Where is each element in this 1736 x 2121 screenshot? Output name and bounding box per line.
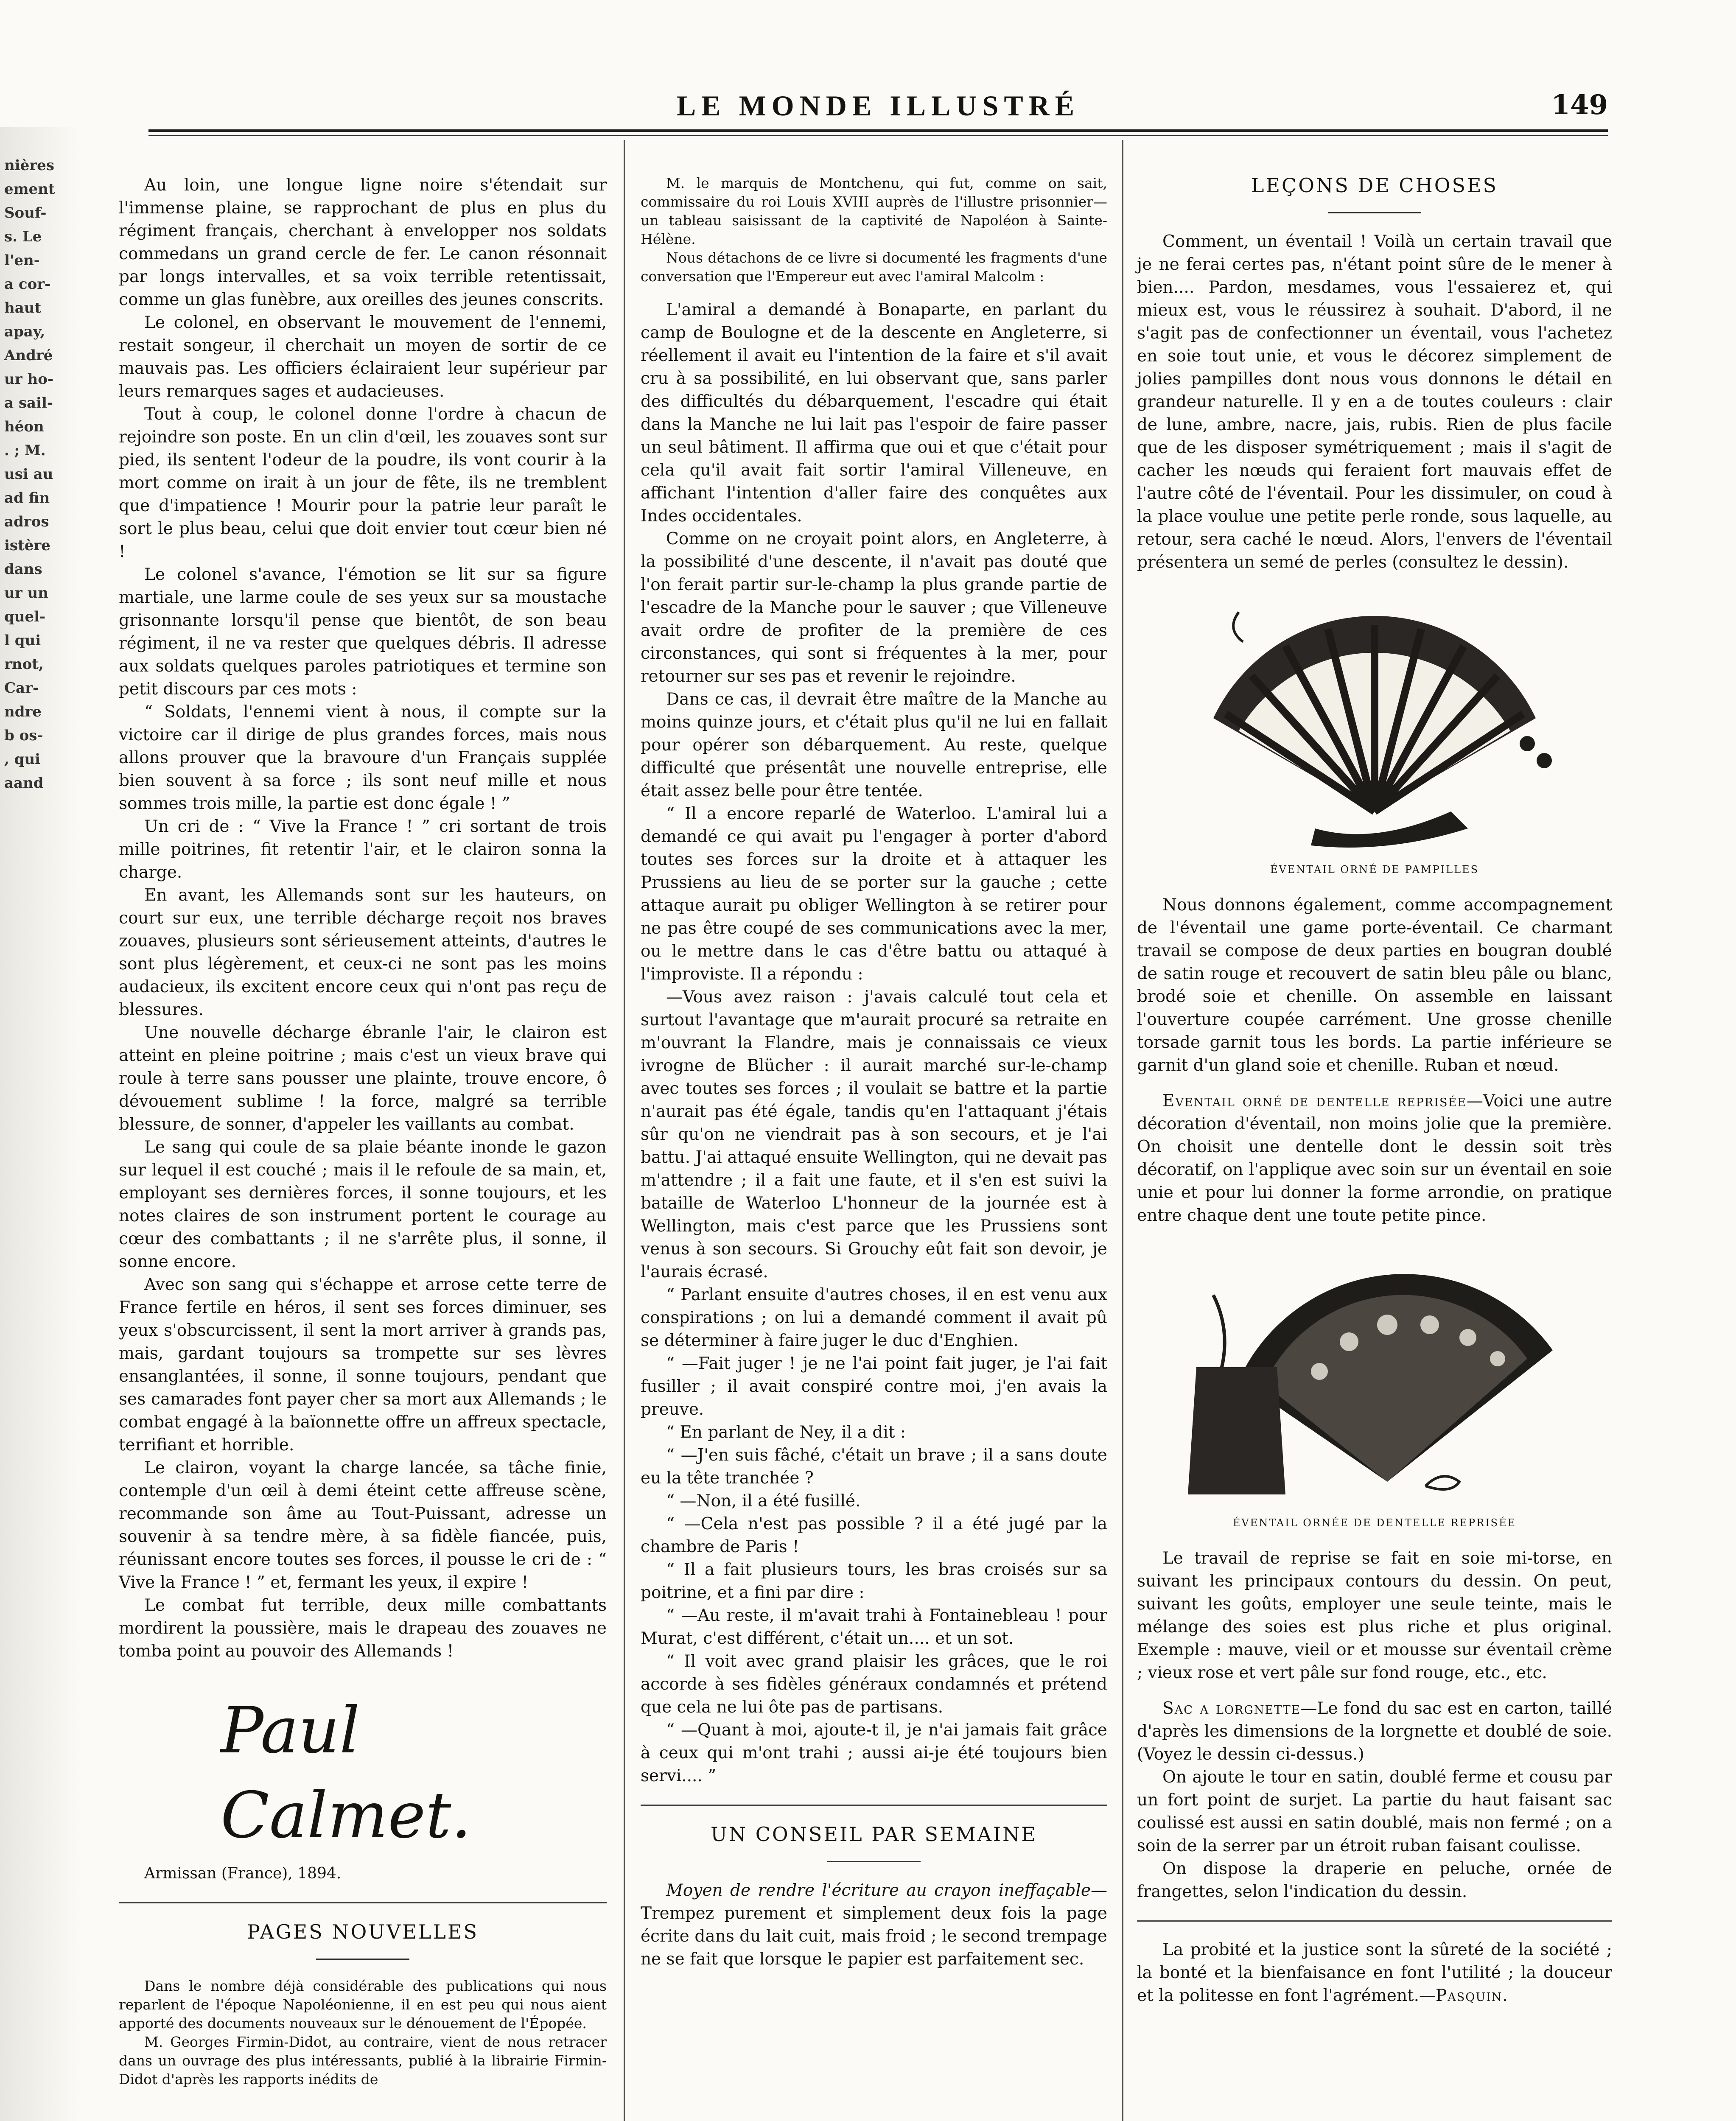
lecons-paragraph-4: Le travail de reprise se fait en soie mi-torse, en suivant les principaux contours du dessin. On peut, suivant les goûts, employer une seule teinte, mais le mélange des soies est plus riche et plus original. Exemple : mauve, vieil or et mousse sur éventail crème ; vieux rose et vert pâle sur fond rouge, etc., etc. bbox=[1137, 1549, 1612, 1682]
paragraph: “ Il voit avec grand plaisir les grâces, que le roi accorde à ses fidèles généraux condamnés et prétend que cela ne lui ôte pas de partisans. bbox=[641, 1652, 1107, 1717]
paragraph: M. Georges Firmin-Didot, au contraire, vient de nous retracer dans un ouvrage des plus intéressants, publié à la librairie Firmin-Didot d'après les rapports inédits de bbox=[119, 2034, 607, 2087]
margin-fragment: . ; M. bbox=[4, 442, 46, 459]
paragraph: “ —J'en suis fâché, c'était un brave ; il a sans doute eu la tête tranchée ? bbox=[641, 1446, 1107, 1488]
short-rule bbox=[1328, 212, 1421, 213]
section-title-lecons: LEÇONS DE CHOSES bbox=[1251, 174, 1498, 197]
paragraph: —Vous avez raison : j'avais calculé tout cela et surtout l'avantage que m'aurait procuré sa retraite en m'ouvrant la Flandre, mais je connaissais ce vieux ivrogne de Blücher : il aurait marché sur-le-champ avec toutes ses forces ; il voulait se battre et la partie n'aurait pas été égale, tandis qu'en l'attaquant j'étais sûr qu'on ne viendrait pas à son secours, et je l'ai battu. J'ai attaqué ensuite Wellington, qui ne devait pas m'attendre ; il a fait une faute, et il s'en est suivi la bataille de Waterloo L'honneur de la journée est à Wellington, mais c'est parce que les Prussiens sont venus à son secours. Si Grouchy eût fait son devoir, je l'aurais écrasé. bbox=[641, 988, 1107, 1282]
short-rule bbox=[316, 1959, 409, 1960]
margin-fragment: , qui bbox=[4, 751, 41, 768]
left-margin-strip bbox=[0, 127, 81, 2121]
figure-fan-pampilles bbox=[1137, 591, 1612, 881]
lecons-paragraph-3: Eventail orné de dentelle reprisée—Voici une autre décoration d'éventail, non moins jolie que la première. On choisit une dentelle dont le dessin soit très décoratif, on l'applique avec soin sur un éventail en soie unie et pour lui donner la forme arrondie, on pratique entre chaque dent une toute petite pince. bbox=[1137, 1091, 1612, 1225]
margin-fragment: a cor- bbox=[4, 276, 51, 293]
column-1 bbox=[119, 174, 607, 2089]
paragraph: Le combat fut terrible, deux mille combattants mordirent la poussière, mais le drapeau des zouaves ne tomba point au pouvoir des Allemands ! bbox=[119, 1596, 607, 1661]
conseil-text: Moyen de rendre l'écriture au crayon ineffaçable—Trempez purement et simplement deux fois la page écrite dans du lait cuit, mais froid ; le second trempage ne se fait que lorsque le papier est parfaitement sec. bbox=[641, 1881, 1107, 1969]
column-rule-right bbox=[1122, 140, 1123, 2121]
margin-fragment: quel- bbox=[4, 608, 46, 625]
margin-fragment: héon bbox=[4, 418, 44, 435]
figure-caption-2: ÉVENTAIL ORNÉE DE DENTELLE REPRISÉE bbox=[1232, 1517, 1517, 1529]
margin-fragment: adros bbox=[4, 513, 49, 530]
section-rule bbox=[641, 1805, 1107, 1806]
lecons-paragraph-7: On dispose la draperie en peluche, ornée de frangettes, selon l'indication du dessin. bbox=[1137, 1859, 1612, 1901]
paragraph: “ Il a encore reparlé de Waterloo. L'amiral lui a demandé ce qui avait pu l'engager à porter d'abord toutes ses forces sur la droite et à attaquer les Prussiens au lieu de se porter sur la gauche ; cette attaque aurait pu obliger Wellington à se retirer pour ne pas être coupé de ses communications avec la mer, ou le mettre dans le cas d'être battu ou attaqué à l'improviste. Il a répondu : bbox=[641, 804, 1107, 984]
paragraph: Le clairon, voyant la charge lancée, sa tâche finie, contemple d'un œil à demi éteint cette affreuse scène, recommande son âme au Tout-Puissant, adresse un souvenir à sa tendre mère, à sa fidèle fiancée, puis, réunissant encore toutes ses forces, il pousse le cri de : “ Vive la France ! ” et, fermant les yeux, il expire ! bbox=[119, 1458, 607, 1592]
paragraph: “ Soldats, l'ennemi vient à nous, il compte sur la victoire car il dirige de plus grandes forces, mais nous allons prouver que la bravoure d'un Français supplée bien souvent à sa force ; ils sont neuf mille et nous sommes trois mille, la partie est donc égale ! ” bbox=[119, 702, 607, 813]
masthead: LE MONDE ILLUSTRÉ bbox=[676, 90, 1080, 122]
margin-fragment: l qui bbox=[4, 632, 41, 649]
section-title-conseil: UN CONSEIL PAR SEMAINE bbox=[711, 1823, 1037, 1846]
paragraph: “ Parlant ensuite d'autres choses, il en est venu aux conspirations ; on lui a demandé comment il avait pû se déterminer à faire juger le duc d'Enghien. bbox=[641, 1285, 1107, 1350]
lecons-paragraph-1: Comment, un éventail ! Voilà un certain travail que je ne ferai certes pas, n'étant point sûre de le mener à bien.... Pardon, mesdames, vous l'essaierez et, qui mieux est, vous le réussirez à souhait. D'abord, il ne s'agit pas de confectionner un éventail, vous l'achetez en soie tout unie, et vous le décorez simplement de jolies pampilles dont nous vous donnons le détail en grandeur naturelle. Il y en a de toutes couleurs : clair de lune, ambre, nacre, jais, rubis. Rien de plus facile que de les disposer symétriquement ; mais il s'agit de cacher les nœuds qui feraient fort mauvais effet de l'autre côté de l'éventail. Pour les dissimuler, on coud à la place voulue une petite perle ronde, sous laquelle, au retour, sera caché le nœud. Alors, l'envers de l'éventail présentera un semé de perles (consultez le dessin). bbox=[1137, 232, 1612, 572]
margin-fragment: aand bbox=[4, 775, 44, 792]
paragraph: “ —Quant à moi, ajoute-t il, je n'ai jamais fait grâce à ceux qui m'ont trahi ; aussi ai-je été toujours bien servi.... ” bbox=[641, 1721, 1107, 1785]
paragraph: Le colonel s'avance, l'émotion se lit sur sa figure martiale, une larme coule de ses yeux sur sa moustache grisonnante lorsqu'il pense que bientôt, de son beau régiment, il ne va rester que quelques débris. Il adresse aux soldats quelques paroles patriotiques et termine son petit discours par ces mots : bbox=[119, 565, 607, 699]
figure-fan-dentelle bbox=[1137, 1244, 1612, 1534]
intro-paragraphs bbox=[641, 174, 1107, 286]
margin-fragment: ur un bbox=[4, 585, 48, 602]
paragraph: “ —Fait juger ! je ne l'ai point fait juger, je l'ai fait fusiller ; il avait conspiré contre moi, j'en avais la preuve. bbox=[641, 1354, 1107, 1419]
margin-fragment: b os- bbox=[4, 727, 43, 744]
margin-fragment: ement bbox=[4, 181, 55, 198]
paragraph: “ Il a fait plusieurs tours, les bras croisés sur sa poitrine, et a fini par dire : bbox=[641, 1560, 1107, 1602]
margin-fragment: ndre bbox=[4, 703, 42, 720]
paragraph: En avant, les Allemands sont sur les hauteurs, on court sur eux, une terrible décharge reçoit nos braves zouaves, plusieurs sont sérieusement atteints, d'autres le sont plus légèrement, et ceux-ci ne sont pas les moins audacieux, ils excitent encore ceux qui n'ont pas reçu de blessures. bbox=[119, 886, 607, 1019]
short-rule bbox=[827, 1861, 921, 1862]
page-number: 149 bbox=[1551, 89, 1608, 121]
paragraph: “ —Cela n'est pas possible ? il a été jugé par la chambre de Paris ! bbox=[641, 1514, 1107, 1556]
margin-fragment: ad fin bbox=[4, 490, 50, 506]
paragraph: M. le marquis de Montchenu, qui fut, comme on sait, commissaire du roi Louis XVIII auprès de l'illustre prisonnier—un tableau saisissant de la captivité de Napoléon à Sainte-Hélène. bbox=[641, 175, 1107, 247]
figure-caption-1: ÉVENTAIL ORNÉ DE PAMPILLES bbox=[1270, 864, 1479, 876]
pages-paragraphs bbox=[119, 1977, 607, 2089]
margin-fragment: a sail- bbox=[4, 395, 53, 411]
lecons-paragraph-6: On ajoute le tour en satin, doublé ferme et cousu par un fort point de surjet. La partie du haut faisant sac coulissé est aussi en satin doublé, mais non fermé ; on a soin de la serrer par un étroit ruban faisant coulisse. bbox=[1137, 1768, 1612, 1855]
paragraph: Au loin, une longue ligne noire s'étendait sur l'immense plaine, se rapprochant de plus en plus du régiment français, cherchant à envelopper nos soldats commedans un grand cercle de fer. Le canon résonnait par longs intervalles, et sa voix terrible retentissait, comme un glas funèbre, aux oreilles des jeunes conscrits. bbox=[119, 176, 607, 309]
story-paragraphs bbox=[119, 174, 607, 1663]
paragraph: Dans le nombre déjà considérable des publications qui nous reparlent de l'époque Napoléonienne, il en est peu qui nous aient apporté des documents nouveaux sur le dénouement de l'Épopée. bbox=[119, 1978, 607, 2031]
lecons-paragraph-2: Nous donnons également, comme accompagnement de l'éventail une game porte-éventail. Ce charmant travail se compose de deux parties en bougran doublé de satin rouge et recouvert de satin bleu pâle ou blanc, brodé soie et chenille. On assemble en laissant l'ouverture coupée carrément. Une grosse chenille torsade garnit tous les bords. La partie inférieure se garnit d'un gland soie et chenille. Ruban et nœud. bbox=[1137, 895, 1612, 1075]
margin-fragment: istère bbox=[4, 537, 50, 554]
margin-fragment: haut bbox=[4, 299, 42, 316]
margin-fragment: dans bbox=[4, 561, 42, 578]
margin-fragment: André bbox=[4, 347, 53, 364]
paragraph: Nous détachons de ce livre si documenté les fragments d'une conversation que l'Empereur eut avec l'amiral Malcolm : bbox=[641, 249, 1107, 285]
conversation-paragraphs bbox=[641, 299, 1107, 1788]
margin-fragment: l'en- bbox=[4, 252, 40, 269]
paragraph: L'amiral a demandé à Bonaparte, en parlant du camp de Boulogne et de la descente en Angleterre, si réellement il avait eu l'intention de la faire et s'il avait cru à sa possibilité, en lui observant que, sans parler des difficultés du débarquement, l'escadre qui était dans la Manche ne lui lait pas l'espoir de faire passer un seul bâtiment. Il affirma que oui et que c'était pour cela qu'il avait fait sortir l'amiral Villeneuve, en affichant l'intention d'aller faire des conquêtes aux Indes occidentales. bbox=[641, 300, 1107, 526]
run-in-heading-sac: Sac a lorgnette bbox=[1162, 1699, 1301, 1718]
place-date: Armissan (France), 1894. bbox=[144, 1865, 342, 1882]
paragraph: Avec son sang qui s'échappe et arrose cette terre de France fertile en héros, il sent ses forces diminuer, ses yeux s'obscurcissent, il sent la mort arriver à grands pas, mais, gardant toujours sa trompette sur ses lèvres ensanglantées, il sonne, il sonne toujours, pendant que ses camarades font payer cher sa mort aux Allemands ; le combat engagé à la baïonnette offre un affreux spectacle, terrifiant et horrible. bbox=[119, 1275, 607, 1455]
page-header bbox=[148, 89, 1608, 148]
fan-dentelle-illustration bbox=[1188, 1244, 1561, 1507]
run-in-heading-eventail: Eventail orné de dentelle reprisée bbox=[1162, 1091, 1467, 1111]
margin-fragment: Car- bbox=[4, 680, 39, 697]
margin-fragment: usi au bbox=[4, 466, 53, 483]
paragraph: “ —Au reste, il m'avait trahi à Fontainebleau ! pour Murat, c'est différent, c'était un.... et un sot. bbox=[641, 1606, 1107, 1648]
lecons-paragraph-5: Sac a lorgnette—Le fond du sac est en carton, taillé d'après les dimensions de la lorgnette et doublé de soie. (Voyez le dessin ci-dessus.) bbox=[1137, 1699, 1612, 1764]
margin-fragment: rnot, bbox=[4, 656, 44, 673]
paragraph: “ En parlant de Ney, il a dit : bbox=[666, 1423, 906, 1442]
maxim-author: Pasquin. bbox=[1436, 1986, 1509, 2005]
paragraph: Tout à coup, le colonel donne l'ordre à chacun de rejoindre son poste. En un clin d'œil, les zouaves sont sur pied, ils sentent l'odeur de la poudre, ils vont courir à la mort comme on irait à un jour de fête, ils ne tremblent que d'impatience ! Mourir pour la patrie leur paraît le sort le plus beau, celui que doit envier tout cœur bien né ! bbox=[119, 405, 607, 561]
margin-fragment: ur ho- bbox=[4, 371, 53, 388]
paragraph: Une nouvelle décharge ébranle l'air, le clairon est atteint en pleine poitrine ; mais c'est un vieux brave qui roule à terre sans pousser une plainte, trouve encore, ô dévouement sublime ! la force, malgré sa terrible blessure, de sonner, d'appeler les vaillants au combat. bbox=[119, 1023, 607, 1134]
signature: Paul Calmet. bbox=[221, 1694, 472, 1852]
header-rule bbox=[148, 129, 1608, 136]
paragraph: “ —Non, il a été fusillé. bbox=[666, 1491, 861, 1511]
section-title-pages-nouvelles: PAGES NOUVELLES bbox=[246, 1920, 479, 1943]
paragraph: Comme on ne croyait point alors, en Angleterre, à la possibilité d'une descente, il n'avait pas douté que l'on ferait partir sur-le-champ la plus grande partie de l'escadre de la Manche pour le sauver ; que Villeneuve avait ordre de profiter de la première de ces circonstances, qui sont si fréquentes à la mer, pour retourner sur ses pas et revenir le rejoindre. bbox=[641, 529, 1107, 686]
margin-fragment: s. Le bbox=[4, 228, 42, 245]
paragraph: Un cri de : “ Vive la France ! ” cri sortant de trois mille poitrines, fit retentir l'air, et le clairon sonna la charge. bbox=[119, 817, 607, 882]
paragraph: Dans ce cas, il devrait être maître de la Manche au moins quinze jours, et c'était plus qu'il ne lui en fallait pour opérer son débarquement. Au reste, quelque difficulté que présentât une nouvelle entreprise, elle était assez belle pour être tentée. bbox=[641, 690, 1107, 800]
paragraph: Le sang qui coule de sa plaie béante inonde le gazon sur lequel il est couché ; mais il le refoule de sa main, et, employant ses dernières forces, il sonne toujours, et les notes claires de son instrument portent le courage au cœur des combattants ; il ne s'arrête plus, il sonne, il sonne encore. bbox=[119, 1138, 607, 1271]
margin-fragment: apay, bbox=[4, 323, 45, 340]
section-rule bbox=[119, 1902, 607, 1903]
fan-pampilles-illustration bbox=[1188, 591, 1561, 854]
paragraph: Le colonel, en observant le mouvement de l'ennemi, restait songeur, il cherchait un moyen de sortir de ce mauvais pas. Les officiers éclairaient leur supérieur par leurs remarques sages et audacieuses. bbox=[119, 313, 607, 401]
margin-fragment: Souf- bbox=[4, 204, 47, 221]
column-2 bbox=[641, 174, 1107, 1971]
conseil-lead: Moyen de rendre l'écriture au crayon ineffaçable bbox=[666, 1881, 1091, 1900]
maxim: La probité et la justice sont la sûreté de la société ; la bonté et la bienfaisance en font l'utilité ; la douceur et la politesse en font l'agrément.—Pasquin. bbox=[1137, 1940, 1612, 2005]
column-3 bbox=[1137, 174, 1612, 2007]
section-rule bbox=[1137, 1920, 1612, 1922]
column-rule-left bbox=[624, 140, 625, 2121]
margin-fragment: nières bbox=[4, 157, 54, 174]
